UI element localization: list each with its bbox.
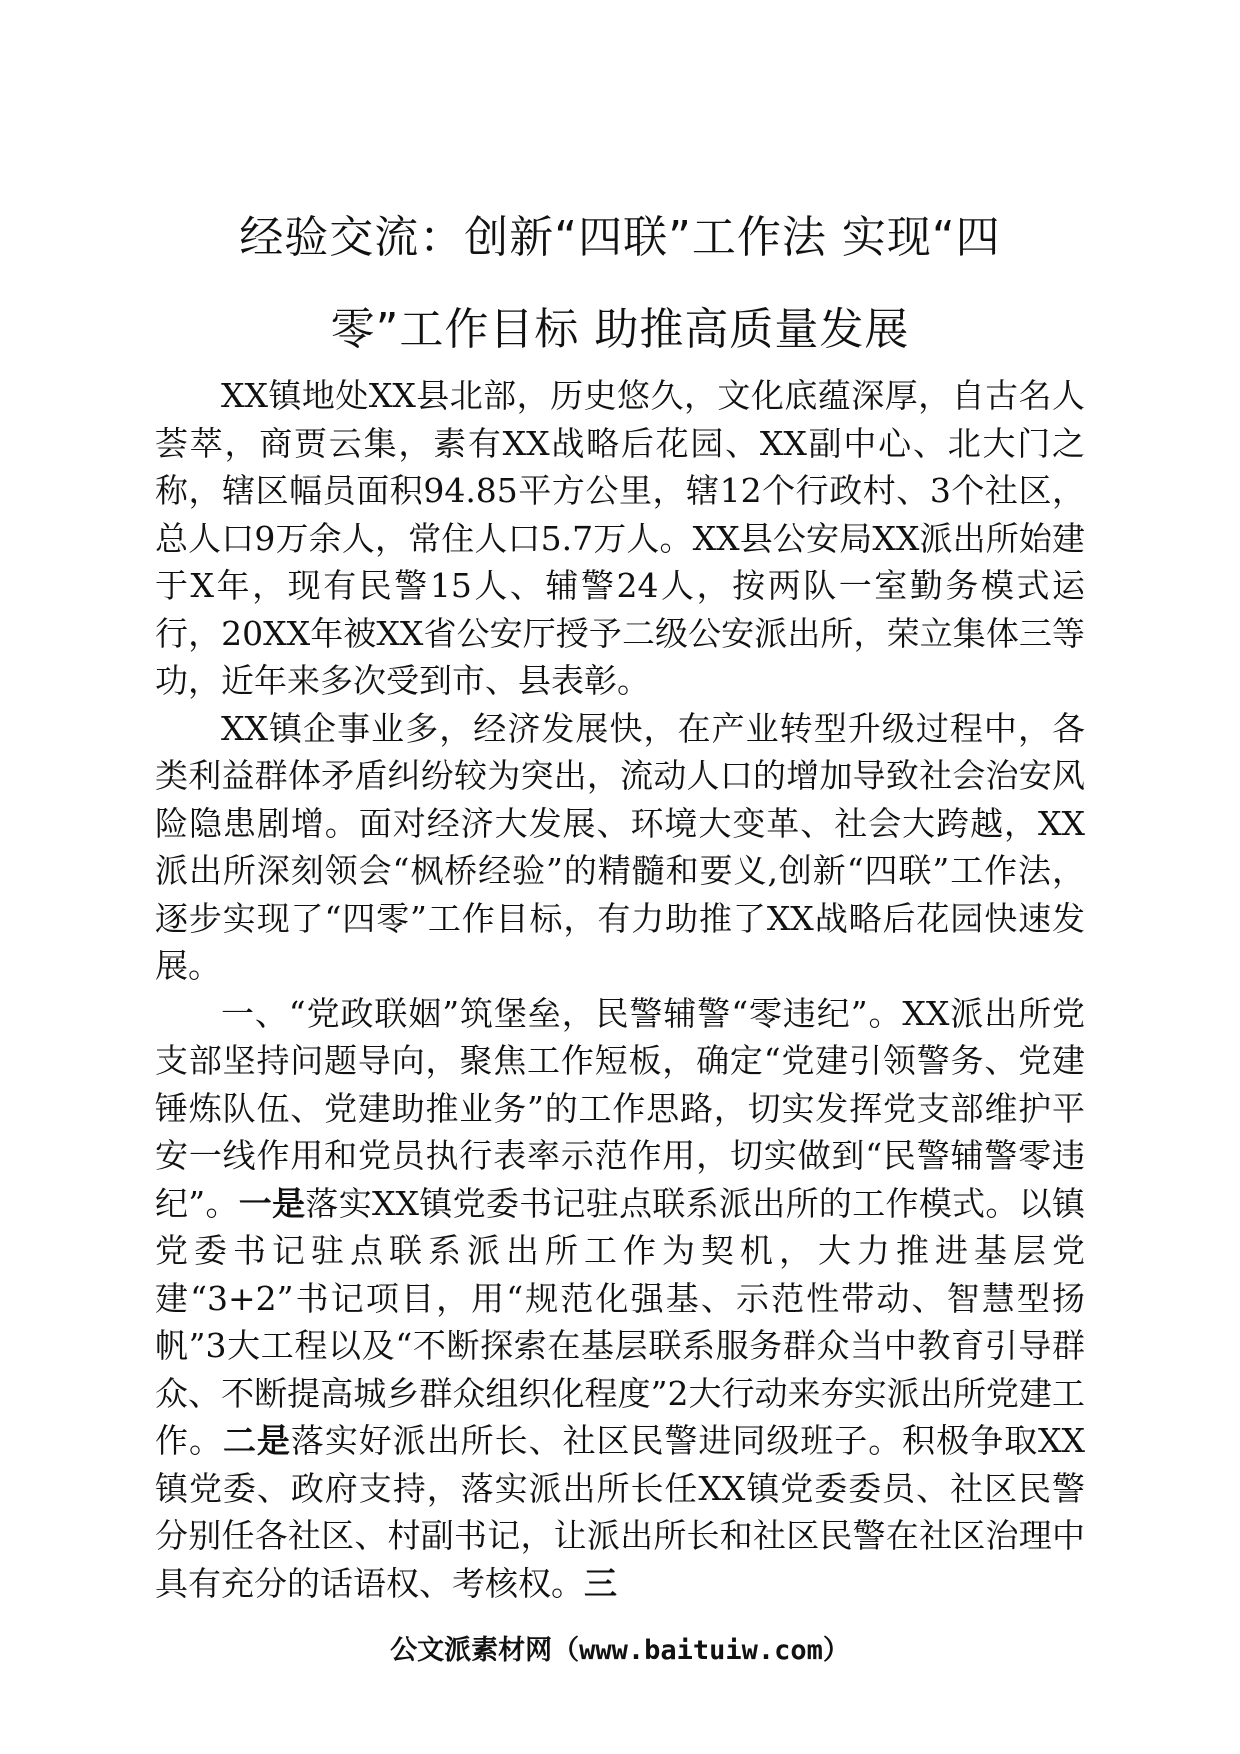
document-title bbox=[150, 192, 1090, 376]
point-three-marker: 三 bbox=[584, 1563, 617, 1603]
point-two-marker: 二是 bbox=[222, 1421, 291, 1460]
section-one-text-b: 落实XX镇党委书记驻点联系派出所的工作模式。以镇党委书记驻点联系派出所工作为契机，大力推进基层党建“3+2”书记项目，用“规范化强基、示范性带动、智慧型扬帆”3大工程以及“不断探索在基层联系服务群众当中教育引导群众、不断提高城乡群众组织化程度”2大行动来夯实派出所党建工作。 bbox=[155, 1183, 1085, 1460]
section-one-text-a: XX派出所党支部坚持问题导向，聚焦工作短板，确定“党建引领警务、党建锤炼队伍、党建助推业务”的工作思路，切实发挥党支部维护平安一线作用和党员执行表率示范作用，切实做到“民警辅警零违纪”。 bbox=[155, 993, 1085, 1223]
footer-watermark: 公文派素材网（www.baituiw.com） bbox=[390, 1635, 850, 1666]
document-body bbox=[155, 372, 1085, 1607]
paragraph-intro: XX镇地处XX县北部，历史悠久，文化底蕴深厚，自古名人荟萃，商贾云集，素有XX战略后花园、XX副中心、北大门之称，辖区幅员面积94.85平方公里，辖12个行政村、3个社区，总人口9万余人，常住人口5.7万人。XX县公安局XX派出所始建于X年，现有民警15人、辅警24人，按两队一室勤务模式运行，20XX年被XX省公安厅授予二级公安派出所，荣立集体三等功，近年来多次受到市、县表彰。 bbox=[155, 376, 1085, 700]
paragraph-background: XX镇企事业多，经济发展快，在产业转型升级过程中，各类利益群体矛盾纠纷较为突出，流动人口的增加导致社会治安风险隐患剧增。面对经济大发展、环境大变革、社会大跨越，XX派出所深刻领会“枫桥经验”的精髓和要义,创新“四联”工作法，逐步实现了“四零”工作目标，有力助推了XX战略后花园快速发展。 bbox=[155, 708, 1085, 985]
title-line-1: 经验交流：创新“四联”工作法 实现“四 bbox=[239, 212, 1001, 263]
title-line-2: 零”工作目标 助推高质量发展 bbox=[330, 304, 910, 355]
section-one-text-c: 落实好派出所长、社区民警进同级班子。积极争取XX镇党委、政府支持，落实派出所长任XX镇党委委员、社区民警分别任各社区、村副书记，让派出所长和社区民警在社区治理中具有充分的话语权、考核权。 bbox=[155, 1421, 1086, 1603]
section-one-heading: 一、“党政联姻”筑堡垒，民警辅警“零违纪”。 bbox=[221, 993, 903, 1033]
paragraph-section-one bbox=[155, 990, 1085, 1608]
point-one-marker: 一是 bbox=[238, 1183, 306, 1223]
